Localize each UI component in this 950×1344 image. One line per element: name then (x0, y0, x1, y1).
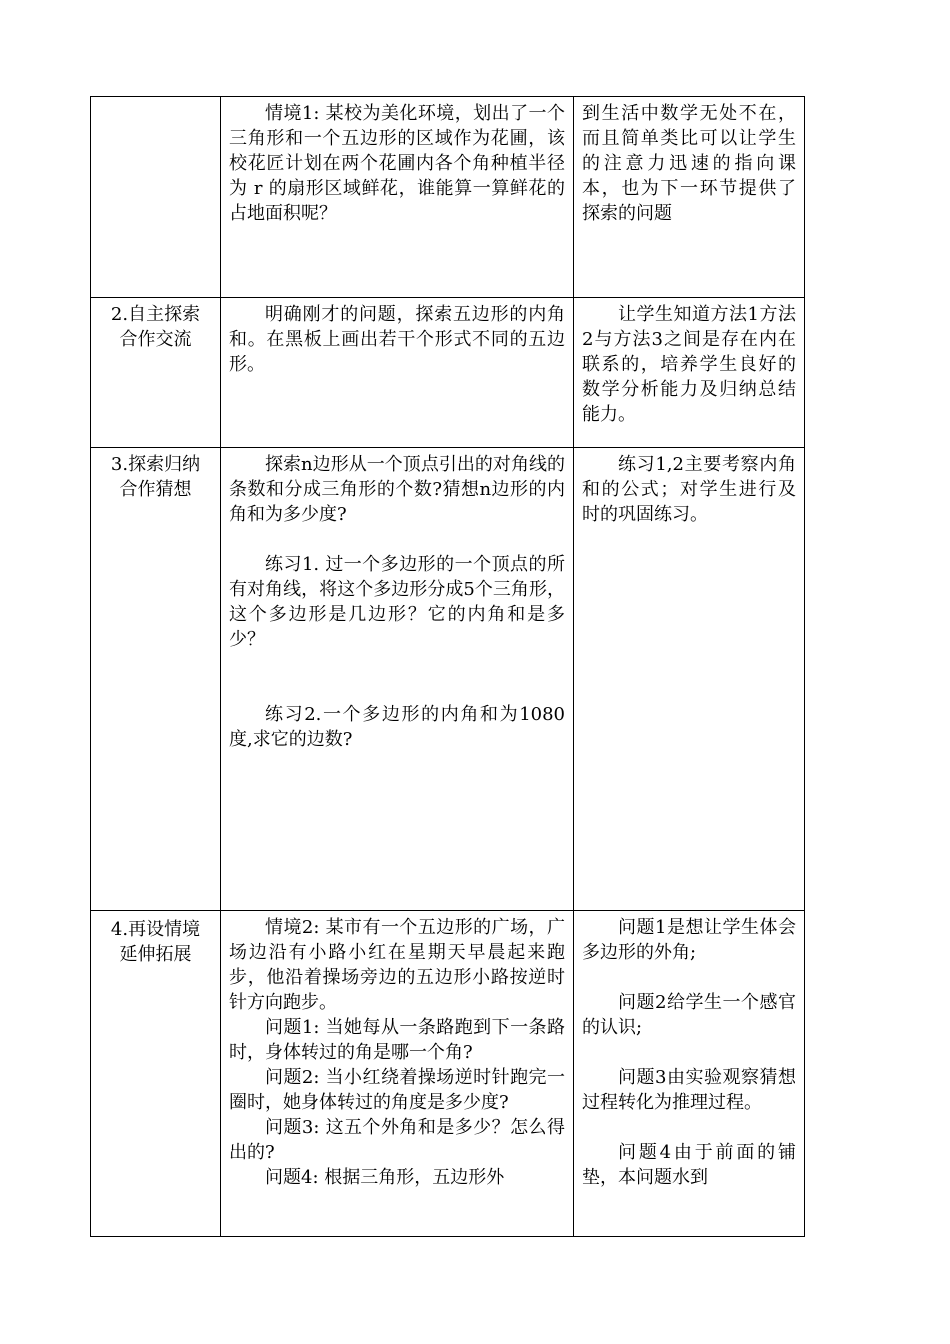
stage-cell (91, 97, 221, 298)
stage-label: 4.再设情境 (110, 919, 201, 940)
stage-label: 2.自主探索 (110, 304, 201, 325)
activity-paragraph: 情境2: 某市有一个五边形的广场，广场边沿有小路小红在星期天早晨起来跑步，他沿着操场旁边的五边形小路按逆时针方向跑步。 (229, 917, 565, 1013)
lesson-plan-sheet (90, 96, 805, 1237)
intent-cell (574, 97, 805, 298)
intent-paragraph: 问题3由实验观察猜想过程转化为推理过程。 (582, 1067, 796, 1113)
stage-cell (91, 448, 221, 911)
activity-paragraph: 问题4: 根据三角形，五边形外 (265, 1167, 505, 1188)
activity-cell (221, 448, 574, 911)
table-row (91, 298, 805, 448)
intent-paragraph: 让学生知道方法1方法2与方法3之间是存在内在联系的，培养学生良好的数学分析能力及归纳总结能力。 (582, 304, 796, 425)
stage-cell (91, 298, 221, 448)
stage-cell (91, 911, 221, 1237)
lesson-plan-table (90, 96, 805, 1237)
activity-paragraph: 练习2.一个多边形的内角和为1080度,求它的边数? (229, 704, 565, 750)
table-row (91, 911, 805, 1237)
activity-paragraph: 探索n边形从一个顶点引出的对角线的条数和分成三角形的个数?猜想n边形的内角和为多少度? (229, 454, 565, 525)
activity-cell (221, 911, 574, 1237)
intent-paragraph: 练习1,2主要考察内角和的公式；对学生进行及时的巩固练习。 (582, 454, 796, 525)
activity-paragraph: 明确刚才的问题，探索五边形的内角和。在黑板上画出若干个形式不同的五边形。 (229, 304, 565, 375)
intent-cell (574, 298, 805, 448)
activity-paragraph: 情境1: 某校为美化环境，划出了一个三角形和一个五边形的区域作为花圃，该校花匠计划在两个花圃内各个角种植半径为 r 的扇形区域鲜花，谁能算一算鲜花的占地面积呢？ (229, 103, 565, 224)
intent-paragraph: 问题2给学生一个感官的认识; (582, 992, 796, 1038)
activity-cell (221, 298, 574, 448)
activity-cell (221, 97, 574, 298)
stage-label: 延伸拓展 (119, 944, 192, 965)
activity-paragraph: 练习1. 过一个多边形的一个顶点的所有对角线，将这个多边形分成5个三角形，这个多边形是几边形？它的内角和是多少？ (229, 554, 565, 650)
stage-label: 合作交流 (119, 329, 192, 350)
table-row (91, 97, 805, 298)
intent-paragraph: 问题1是想让学生体会多边形的外角; (582, 917, 796, 963)
intent-paragraph: 问题4由于前面的铺垫，本问题水到 (582, 1142, 796, 1188)
activity-paragraph: 问题2: 当小红绕着操场逆时针跑完一圈时，她身体转过的角度是多少度? (229, 1067, 565, 1113)
stage-label: 合作猜想 (119, 479, 192, 500)
table-row (91, 448, 805, 911)
activity-paragraph: 问题1: 当她每从一条路跑到下一条路时，身体转过的角是哪一个角? (229, 1017, 565, 1063)
intent-cell (574, 911, 805, 1237)
activity-paragraph: 问题3: 这五个外角和是多少？怎么得出的? (229, 1117, 565, 1163)
intent-paragraph: 到生活中数学无处不在，而且简单类比可以让学生的注意力迅速的指向课本，也为下一环节提供了探索的问题 (582, 103, 796, 224)
stage-label: 3.探索归纳 (110, 454, 201, 475)
intent-cell (574, 448, 805, 911)
